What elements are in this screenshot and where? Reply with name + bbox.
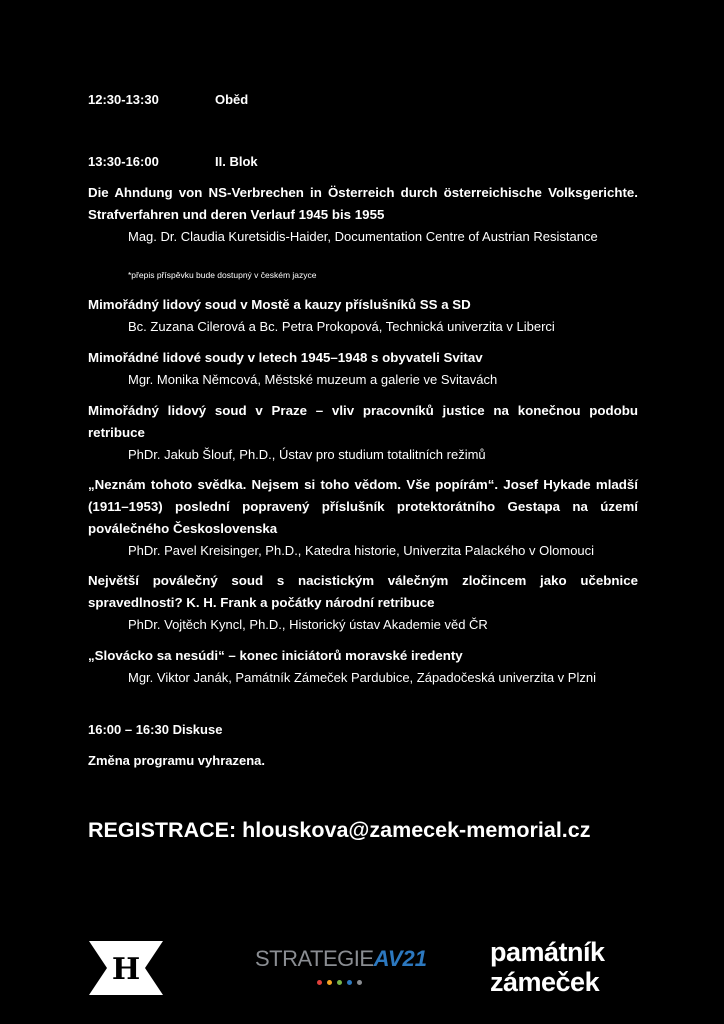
talk-title: „Slovácko sa nesúdi“ – konec iniciátorů moravské iredenty [88,648,463,663]
block-row [88,154,258,169]
discussion-row: 16:00 – 16:30 Diskuse [88,722,223,737]
talk-title: „Neznám tohoto svědka. Nejsem si toho vědom. Vše popírám“. Josef Hykade mladší (1911–1953) poslední popravený příslušník protektorátního Gestapa na území poválečného Československa [88,477,638,536]
strategie-dots [317,972,367,990]
talk-speaker: PhDr. Vojtěch Kyncl, Ph.D., Historický ústav Akademie věd ČR [128,617,488,632]
strategie-av21-logo [255,946,427,972]
talk-title: Die Ahndung von NS-Verbrechen in Österreich durch österreichische Volksgerichte. Strafverfahren und deren Verlauf 1945 bis 1955 [88,185,638,222]
logo-dot [327,980,332,985]
logo-dot [357,980,362,985]
pamatnik-zamecek-logo [490,937,605,997]
change-notice: Změna programu vyhrazena. [88,753,265,768]
talk-note: *přepis příspěvku bude dostupný v českém jazyce [128,270,317,280]
lunch-label: Oběd [215,92,249,107]
talk-title: Mimořádné lidové soudy v letech 1945–1948 s obyvateli Svitav [88,350,483,365]
zamecek-line: zámeček [490,967,600,997]
logo-dot [317,980,322,985]
talk-title: Mimořádný lidový soud v Praze – vliv pracovníků justice na konečnou podobu retribuce [88,403,638,440]
h-logo [89,941,163,995]
talk-speaker: Mag. Dr. Claudia Kuretsidis-Haider, Documentation Centre of Austrian Resistance [128,229,598,244]
talk-speaker: Bc. Zuzana Cilerová a Bc. Petra Prokopová, Technická univerzita v Liberci [128,319,555,334]
lunch-row [88,92,248,107]
registration-line: REGISTRACE: hlouskova@zamecek-memorial.cz [88,818,591,842]
logo-dot [347,980,352,985]
talk-speaker: PhDr. Jakub Šlouf, Ph.D., Ústav pro studium totalitních režimů [128,447,486,462]
talk-title: Největší poválečný soud s nacistickým válečným zločincem jako učebnice spravedlnosti? K. H. Frank a počátky národní retribuce [88,573,638,610]
pamatnik-line: památník [490,937,605,967]
logo-dot [337,980,342,985]
strategie-text: STRATEGIE [255,946,374,971]
block-label: II. Blok [215,154,258,169]
talk-title: Mimořádný lidový soud v Mostě a kauzy příslušníků SS a SD [88,297,471,312]
talk-speaker: Mgr. Monika Němcová, Městské muzeum a galerie ve Svitavách [128,372,498,387]
lunch-time: 12:30-13:30 [88,92,159,107]
talk-speaker: PhDr. Pavel Kreisinger, Ph.D., Katedra historie, Univerzita Palackého v Olomouci [128,543,595,558]
talk-speaker: Mgr. Viktor Janák, Památník Zámeček Pardubice, Západočeská univerzita v Plzni [128,670,596,685]
h-logo-letter: H [111,952,141,987]
block-time: 13:30-16:00 [88,154,159,169]
av21-text: AV21 [373,946,427,971]
